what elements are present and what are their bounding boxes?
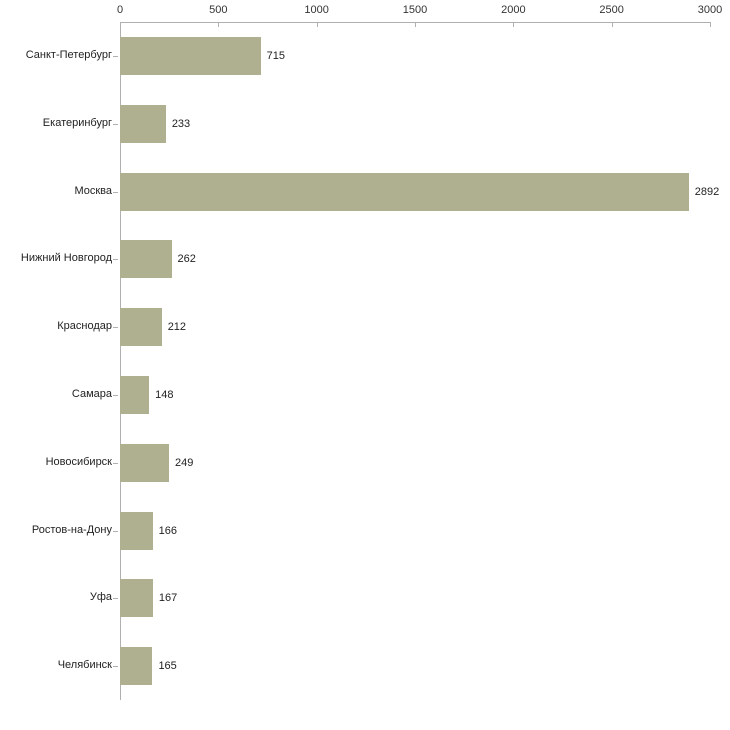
x-tick-mark — [415, 22, 416, 27]
category-label: Москва — [74, 184, 112, 197]
bar-value-label: 167 — [158, 592, 178, 605]
x-tick-label: 1000 — [304, 4, 329, 16]
bar[interactable] — [120, 173, 689, 211]
category-label: Уфа — [89, 591, 112, 604]
bar[interactable] — [120, 105, 166, 143]
x-tick-label: 0 — [117, 4, 124, 16]
bar-value-label: 249 — [174, 456, 194, 469]
y-tick-mark — [113, 463, 118, 464]
category-label: Самара — [71, 387, 112, 400]
bar-value-label: 165 — [158, 660, 177, 673]
bar-row — [120, 308, 710, 346]
bar[interactable] — [120, 647, 152, 685]
y-tick-mark — [113, 395, 118, 396]
x-tick-mark — [218, 22, 219, 27]
bar[interactable] — [120, 512, 153, 550]
category-label: Челябинск — [57, 659, 112, 672]
bar-row — [120, 105, 710, 143]
y-tick-mark — [113, 259, 118, 260]
bar-value-label: 148 — [155, 388, 174, 401]
bar-value-label: 715 — [266, 49, 285, 62]
x-tick-label: 500 — [209, 4, 228, 16]
bar[interactable] — [120, 240, 172, 278]
y-tick-mark — [113, 124, 118, 125]
category-label: Санкт-Петербург — [25, 48, 112, 61]
bar[interactable] — [120, 376, 149, 414]
x-tick-label: 3000 — [697, 4, 723, 16]
bar-row — [120, 579, 710, 617]
bar-value-label: 262 — [177, 253, 196, 266]
x-tick-label: 1500 — [402, 4, 428, 16]
x-tick-mark — [317, 22, 318, 27]
bar-value-label: 2892 — [694, 185, 720, 198]
category-label: Новосибирск — [45, 455, 112, 468]
category-label: Краснодар — [57, 320, 112, 333]
x-tick-mark — [513, 22, 514, 27]
x-tick-label: 2500 — [599, 4, 624, 16]
y-tick-mark — [113, 56, 118, 57]
bar-value-label: 166 — [158, 524, 177, 537]
bar-row — [120, 647, 710, 685]
bar-value-label: 233 — [171, 117, 191, 130]
y-tick-mark — [113, 666, 118, 667]
bar-row — [120, 173, 720, 211]
bar-row — [120, 37, 710, 75]
x-tick-mark — [120, 22, 121, 27]
x-tick-mark — [710, 22, 711, 27]
bar[interactable] — [120, 579, 153, 617]
bar[interactable] — [120, 37, 261, 75]
x-tick-mark — [612, 22, 613, 27]
bar-row — [120, 240, 710, 278]
bar[interactable] — [120, 308, 162, 346]
y-tick-mark — [113, 531, 118, 532]
bar[interactable] — [120, 444, 169, 482]
bar-row — [120, 512, 710, 550]
y-tick-mark — [113, 327, 118, 328]
category-label: Екатеринбург — [42, 116, 112, 129]
bar-row — [120, 444, 710, 482]
bar-row — [120, 376, 710, 414]
category-label: Нижний Новгород — [20, 252, 112, 265]
bar-value-label: 212 — [167, 321, 187, 334]
category-label: Ростов-на-Дону — [31, 523, 112, 536]
y-tick-mark — [113, 192, 118, 193]
x-tick-label: 2000 — [501, 4, 526, 16]
y-tick-mark — [113, 598, 118, 599]
